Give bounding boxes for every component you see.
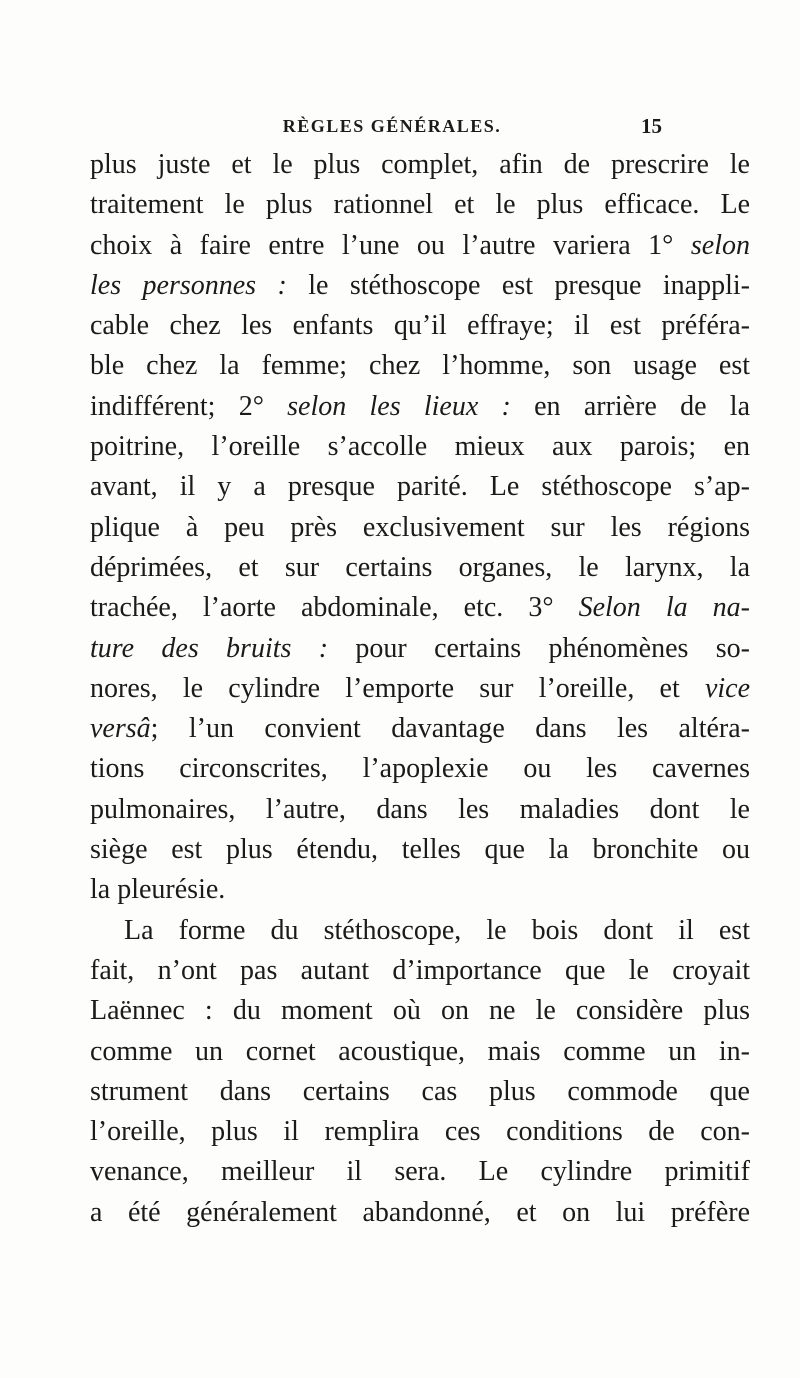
- text-segment: le stéthoscope est presque inappli-: [286, 269, 750, 301]
- text-segment: Laënnec : du moment où on ne le considère plus: [90, 995, 750, 1027]
- text-segment: indifférent; 2°: [90, 390, 288, 422]
- text-segment: poitrine, l’oreille s’accolle mieux aux parois; en: [90, 431, 750, 463]
- text-segment: strument dans certains cas plus commode que: [90, 1075, 750, 1107]
- text-line: [90, 1072, 750, 1112]
- text-line: [90, 508, 750, 548]
- text-segment: siège est plus étendu, telles que la bronchite ou: [90, 834, 750, 866]
- text-segment: choix à faire entre l’une ou l’autre variera 1°: [90, 229, 691, 261]
- text-segment: venance, meilleur il sera. Le cylindre primitif: [90, 1156, 750, 1188]
- text-segment: comme un cornet acoustique, mais comme un in-: [90, 1035, 750, 1067]
- text-line: [90, 548, 750, 588]
- text-segment: plique à peu près exclusivement sur les régions: [90, 511, 750, 543]
- text-line: [90, 145, 750, 185]
- italic-text: selon: [690, 229, 750, 261]
- text-segment: cable chez les enfants qu’il effraye; il est préféra-: [90, 310, 750, 342]
- text-line: [90, 588, 750, 628]
- italic-text: vice: [704, 672, 750, 704]
- text-line: [90, 467, 750, 507]
- text-line: [90, 1032, 750, 1072]
- text-line: [90, 1112, 750, 1152]
- text-line: [90, 669, 750, 709]
- text-line: [90, 991, 750, 1031]
- italic-text: versâ: [90, 713, 151, 745]
- text-segment: tions circonscrites, l’apoplexie ou les cavernes: [90, 753, 750, 785]
- text-line: [90, 346, 750, 386]
- text-segment: fait, n’ont pas autant d’importance que le croyait: [90, 954, 750, 986]
- text-line: [90, 790, 750, 830]
- text-line: [90, 185, 750, 225]
- text-line: [90, 951, 750, 991]
- text-segment: l’oreille, plus il remplira ces conditions de con-: [90, 1116, 750, 1148]
- text-line: [90, 830, 750, 870]
- text-line: [90, 911, 750, 951]
- text-line: [90, 306, 750, 346]
- text-segment: trachée, l’aorte abdominale, etc. 3°: [90, 592, 579, 624]
- text-segment: avant, il y a presque parité. Le stéthoscope s’ap-: [90, 471, 750, 503]
- text-segment: nores, le cylindre l’emporte sur l’oreille, et: [90, 672, 705, 704]
- text-segment: pulmonaires, l’autre, dans les maladies dont le: [90, 793, 750, 825]
- italic-text: les personnes :: [90, 269, 287, 301]
- text-segment: déprimées, et sur certains organes, le larynx, la: [90, 551, 750, 583]
- text-segment: a été généralement abandonné, et on lui préfère: [90, 1196, 750, 1228]
- body-text: [90, 145, 750, 1233]
- page-number: 15: [641, 114, 662, 138]
- text-line: [90, 427, 750, 467]
- running-head: [0, 114, 800, 144]
- italic-text: ture des bruits :: [90, 632, 329, 664]
- running-title: RÈGLES GÉNÉRALES.: [282, 116, 502, 136]
- italic-text: selon les lieux :: [287, 390, 511, 422]
- text-line: [90, 1152, 750, 1192]
- text-line: [90, 749, 750, 789]
- italic-text: Selon la na-: [578, 592, 750, 624]
- text-segment: la pleurésie.: [90, 874, 226, 906]
- text-line: [90, 870, 750, 910]
- text-segment: pour certains phénomènes so-: [328, 632, 750, 664]
- text-line: [90, 709, 750, 749]
- text-segment: traitement le plus rationnel et le plus efficace. Le: [90, 189, 750, 221]
- text-line: [90, 226, 750, 266]
- text-segment: en arrière de la: [510, 390, 750, 422]
- text-segment: plus juste et le plus complet, afin de prescrire le: [90, 149, 750, 180]
- text-line: [90, 629, 750, 669]
- text-line: [90, 266, 750, 306]
- text-line: [90, 1193, 750, 1233]
- text-segment: ; l’un convient davantage dans les altéra-: [150, 713, 750, 745]
- text-segment: ble chez la femme; chez l’homme, son usage est: [90, 350, 750, 382]
- text-line: [90, 387, 750, 427]
- text-segment: La forme du stéthoscope, le bois dont il est: [124, 914, 750, 946]
